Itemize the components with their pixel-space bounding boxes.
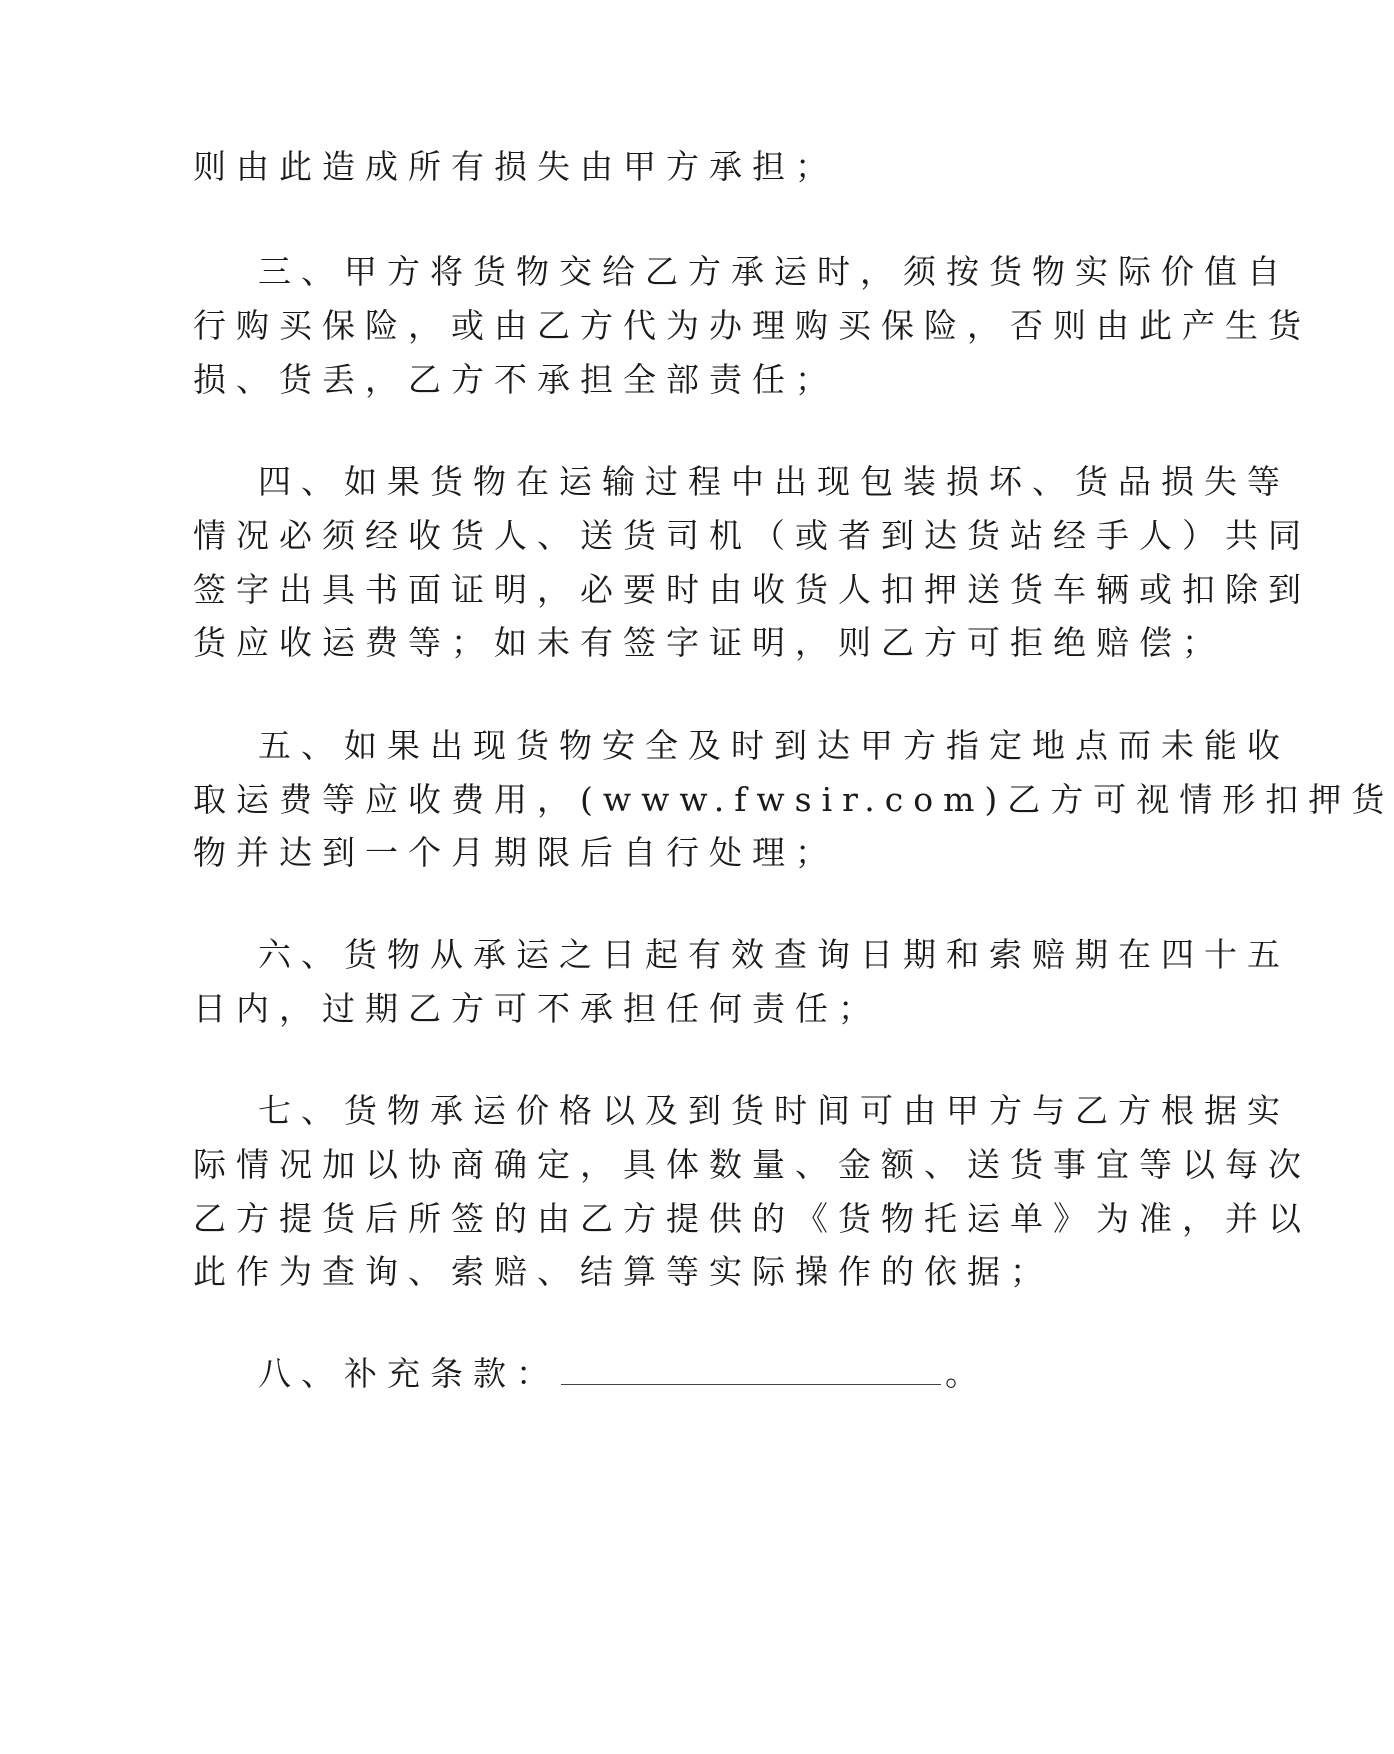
clause-3-line-1: 三、甲方将货物交给乙方承运时，须按货物实际价值自	[258, 252, 1290, 291]
clause-4-line-4: 货应收运费等；如未有签字证明，则乙方可拒绝赔偿；	[193, 623, 1225, 662]
clause-5-line-3: 物并达到一个月期限后自行处理；	[193, 833, 838, 872]
clause-4-line-2: 情况必须经收货人、送货司机（或者到达货站经手人）共同	[193, 516, 1311, 555]
clause-7-line-3: 乙方提货后所签的由乙方提供的《货物托运单》为准，并以	[193, 1199, 1311, 1238]
sentence-end-mark: 。	[945, 1354, 988, 1393]
clause-7-line-1: 七、货物承运价格以及到货时间可由甲方与乙方根据实	[258, 1091, 1290, 1130]
clause-3-line-3: 损、货丢，乙方不承担全部责任；	[193, 360, 838, 399]
clause-7-line-4: 此作为查询、索赔、结算等实际操作的依据；	[193, 1252, 1053, 1291]
clause-5-line-1: 五、如果出现货物安全及时到达甲方指定地点而未能收	[258, 726, 1290, 765]
clause-4-line-3: 签字出具书面证明，必要时由收货人扣押送货车辆或扣除到	[193, 570, 1311, 609]
clause-3-line-2: 行购买保险，或由乙方代为办理购买保险，否则由此产生货	[193, 306, 1311, 345]
clause-8-line	[258, 1354, 1118, 1394]
clause-2-continuation: 则由此造成所有损失由甲方承担；	[193, 147, 838, 186]
clause-6-line-1: 六、货物从承运之日起有效查询日期和索赔期在四十五	[258, 935, 1290, 974]
clause-4-line-1: 四、如果货物在运输过程中出现包装损坏、货品损失等	[258, 462, 1290, 501]
supplementary-terms-blank[interactable]	[561, 1358, 941, 1385]
supplementary-terms-label: 八、补充条款：	[258, 1354, 559, 1393]
clause-6-line-2: 日内，过期乙方可不承担任何责任；	[193, 989, 881, 1028]
clause-7-line-2: 际情况加以协商确定，具体数量、金额、送货事宜等以每次	[193, 1145, 1311, 1184]
clause-5-line-2: 取运费等应收费用，(www.fwsir.com)乙方可视情形扣押货	[193, 780, 1394, 819]
